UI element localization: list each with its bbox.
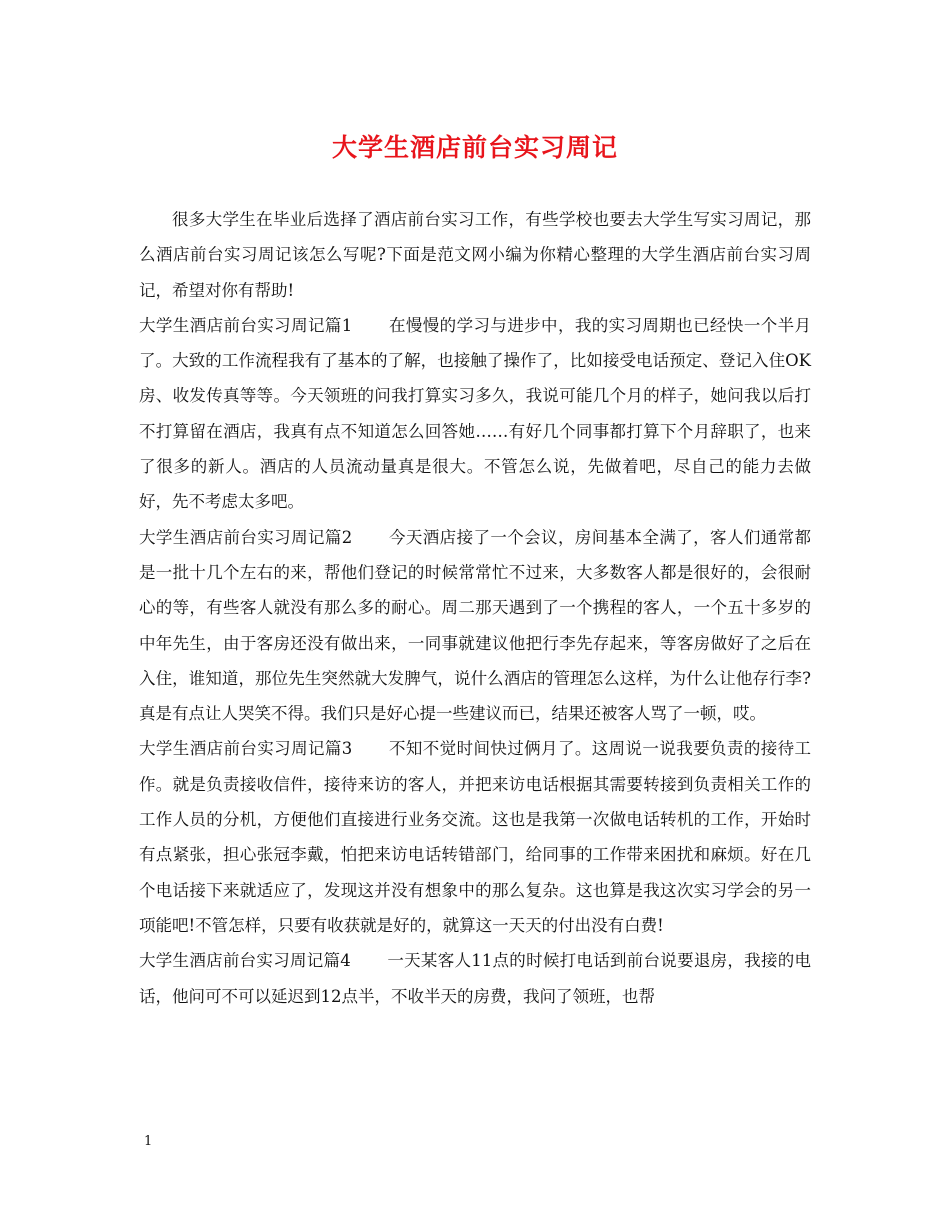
entry-text: 一天某客人11点的时候打电话到前台说要退房，我接的电话，他问可不可以延迟到12点半，不收半天的房费，我问了领班，也帮 bbox=[139, 951, 811, 1006]
intro-paragraph: 很多大学生在毕业后选择了酒店前台实习工作，有些学校也要去大学生写实习周记，那么酒店前台实习周记该怎么写呢?下面是范文网小编为你精心整理的大学生酒店前台实习周记，希望对你有帮助! bbox=[139, 210, 811, 300]
entry-heading: 大学生酒店前台实习周记篇3 bbox=[139, 739, 353, 759]
entry-heading: 大学生酒店前台实习周记篇2 bbox=[139, 527, 353, 547]
entry-paragraph-2 bbox=[139, 520, 811, 732]
entry-paragraph-4 bbox=[139, 943, 811, 1014]
entry-heading: 大学生酒店前台实习周记篇1 bbox=[139, 315, 353, 335]
document-body bbox=[139, 202, 811, 1014]
page-number: 1 bbox=[144, 1134, 153, 1149]
document-title: 大学生酒店前台实习周记 bbox=[331, 133, 618, 162]
entry-text: 不知不觉时间快过俩月了。这周说一说我要负责的接待工作。就是负责接收信件，接待来访的客人，并把来访电话根据其需要转接到负责相关工作的工作人员的分机，方便他们直接进行业务交流。这也是我第一次做电话转机的工作，开始时有点紧张，担心张冠李戴，怕把来访电话转错部门，给同事的工作带来困扰和麻烦。好在几个电话接下来就适应了，发现这并没有想象中的那么复杂。这也算是我这次实习学会的另一项能吧!不管怎样，只要有收获就是好的，就算这一天天的付出没有白费! bbox=[139, 739, 812, 935]
entry-heading: 大学生酒店前台实习周记篇4 bbox=[139, 951, 351, 971]
entry-paragraph-3 bbox=[139, 731, 811, 943]
entry-paragraph-1 bbox=[139, 308, 811, 520]
entry-text: 在慢慢的学习与进步中，我的实习周期也已经快一个半月了。大致的工作流程我有了基本的了解，也接触了操作了，比如接受电话预定、登记入住OK房、收发传真等等。今天领班的问我打算实习多久，我说可能几个月的样子，她问我以后打不打算留在酒店，我真有点不知道怎么回答她……有好几个同事都打算下个月辞职了，也来了很多的新人。酒店的人员流动量真是很大。不管怎么说，先做着吧，尽自己的能力去做好，先不考虑太多吧。 bbox=[139, 315, 812, 512]
entry-text: 今天酒店接了一个会议，房间基本全满了，客人们通常都是一批十几个左右的来，帮他们登记的时候常常忙不过来，大多数客人都是很好的，会很耐心的等，有些客人就没有那么多的耐心。周二那天遇到了一个携程的客人，一个五十多岁的中年先生，由于客房还没有做出来，一同事就建议他把行李先存起来，等客房做好了之后在入住，谁知道，那位先生突然就大发脾气，说什么酒店的管理怎么这样，为什么让他存行李?真是有点让人哭笑不得。我们只是好心提一些建议而已，结果还被客人骂了一顿，哎。 bbox=[139, 527, 812, 724]
